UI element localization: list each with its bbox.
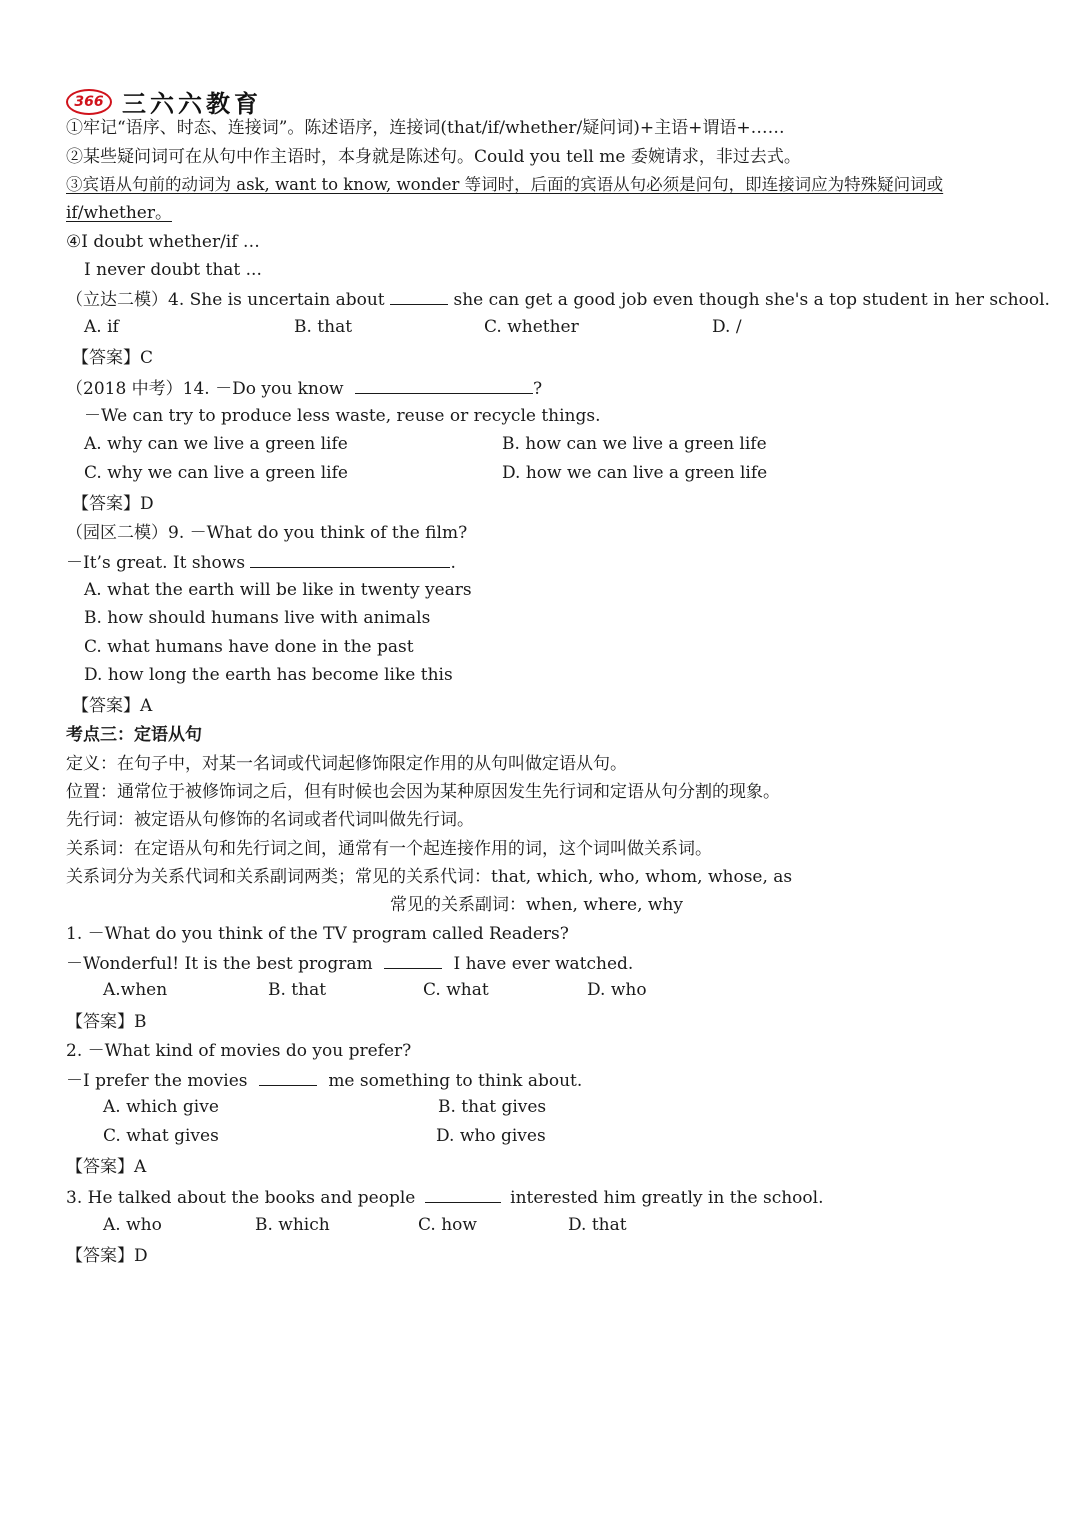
antecedent-text: 先行词：被定语从句修饰的名词或者代词叫做先行词。 (66, 810, 474, 830)
question-text: （2018 中考）14. －Do you know (66, 379, 344, 399)
note-3-line-2: if/whether。 (66, 203, 172, 223)
answer-blank (384, 954, 442, 969)
question-text: （立达二模）4. She is uncertain about (66, 290, 385, 310)
question-yuanqu-line-2 (66, 553, 456, 572)
option-a: A. why can we live a green life (84, 434, 348, 454)
question-reply: －We can try to produce less waste, reuse or recycle things. (84, 406, 601, 426)
option-a: A.when (103, 980, 168, 1000)
relative-adverbs-text: 常见的关系副词：when, where, why (390, 895, 683, 915)
question-text: ? (533, 379, 543, 399)
question-2-line-2 (66, 1071, 582, 1090)
answer-blank (355, 379, 533, 394)
option-d: D. that (568, 1215, 627, 1235)
question-lida (66, 290, 1050, 309)
question-1: 1. －What do you think of the TV program called Readers? (66, 924, 569, 944)
brand-logo (66, 84, 262, 119)
option-a: A. which give (103, 1097, 219, 1117)
question-text: －Wonderful! It is the best program (66, 954, 373, 974)
answer-blank (390, 290, 448, 305)
option-d: D. / (712, 317, 742, 337)
logo-badge-icon: 366 (66, 89, 112, 115)
note-4-line-2: I never doubt that ... (84, 260, 262, 280)
option-d: D. how long the earth has become like this (84, 665, 453, 685)
question-text: interested him greatly in the school. (510, 1188, 824, 1208)
position-text: 位置：通常位于被修饰词之后，但有时候也会因为某种原因发生先行词和定语从句分割的现象。 (66, 782, 780, 802)
question-text: 3. He talked about the books and people (66, 1188, 416, 1208)
question-2018 (66, 379, 542, 398)
relative-pronouns-text: 关系词分为关系代词和关系副词两类；常见的关系代词：that, which, who, whom, whose, as (66, 867, 793, 887)
option-b: B. how should humans live with animals (84, 608, 431, 628)
option-c: C. what humans have done in the past (84, 637, 414, 657)
option-d: D. how we can live a green life (502, 463, 768, 483)
question-1-line-2 (66, 954, 633, 973)
option-b: B. how can we live a green life (502, 434, 767, 454)
definition-text: 定义：在句子中，对某一名词或代词起修饰限定作用的从句叫做定语从句。 (66, 754, 627, 774)
answer-blank (250, 553, 450, 568)
note-3-line-1: ③宾语从句前的动词为 ask, want to know, wonder 等词时，后面的宾语从句必须是问句，即连接词应为特殊疑问词或 (66, 175, 944, 194)
answer-label: 【答案】B (66, 1012, 147, 1032)
option-c: C. what gives (103, 1126, 219, 1146)
question-3 (66, 1188, 823, 1207)
question-text: －It’s great. It shows (66, 553, 246, 573)
answer-label: 【答案】D (66, 1246, 148, 1266)
answer-label: 【答案】A (72, 696, 153, 716)
option-d: D. who gives (436, 1126, 546, 1146)
answer-label: 【答案】C (72, 348, 154, 368)
section-title: 考点三：定语从句 (66, 725, 202, 745)
note-4-line-1: ④I doubt whether/if … (66, 232, 260, 252)
option-b: B. which (255, 1215, 330, 1235)
option-c: C. how (418, 1215, 477, 1235)
option-b: B. that gives (438, 1097, 547, 1117)
logo-name: 三六六教育 (122, 89, 262, 118)
answer-label: 【答案】D (72, 494, 154, 514)
question-yuanqu: （园区二模）9. －What do you think of the film? (66, 523, 468, 543)
option-c: C. whether (484, 317, 579, 337)
question-2: 2. －What kind of movies do you prefer? (66, 1041, 412, 1061)
answer-blank (425, 1188, 501, 1203)
answer-label: 【答案】A (66, 1157, 147, 1177)
question-text: me something to think about. (328, 1071, 583, 1091)
option-b: B. that (294, 317, 353, 337)
question-text: she can get a good job even though she's a top student in her school. (453, 290, 1050, 310)
option-a: A. if (84, 317, 119, 337)
question-text: . (450, 553, 456, 573)
note-1: ①牢记“语序、时态、连接词”。陈述语序，连接词(that/if/whether/疑问词)+主语+谓语+…… (66, 118, 785, 138)
option-d: D. who (587, 980, 647, 1000)
option-c: C. what (423, 980, 489, 1000)
note-2: ②某些疑问词可在从句中作主语时，本身就是陈述句。Could you tell me 委婉请求，非过去式。 (66, 147, 801, 167)
option-b: B. that (268, 980, 327, 1000)
answer-blank (259, 1071, 317, 1086)
option-a: A. what the earth will be like in twenty years (84, 580, 472, 600)
question-text: I have ever watched. (453, 954, 634, 974)
question-text: －I prefer the movies (66, 1071, 248, 1091)
option-c: C. why we can live a green life (84, 463, 348, 483)
relative-word-text: 关系词：在定语从句和先行词之间，通常有一个起连接作用的词，这个词叫做关系词。 (66, 839, 712, 859)
option-a: A. who (103, 1215, 162, 1235)
